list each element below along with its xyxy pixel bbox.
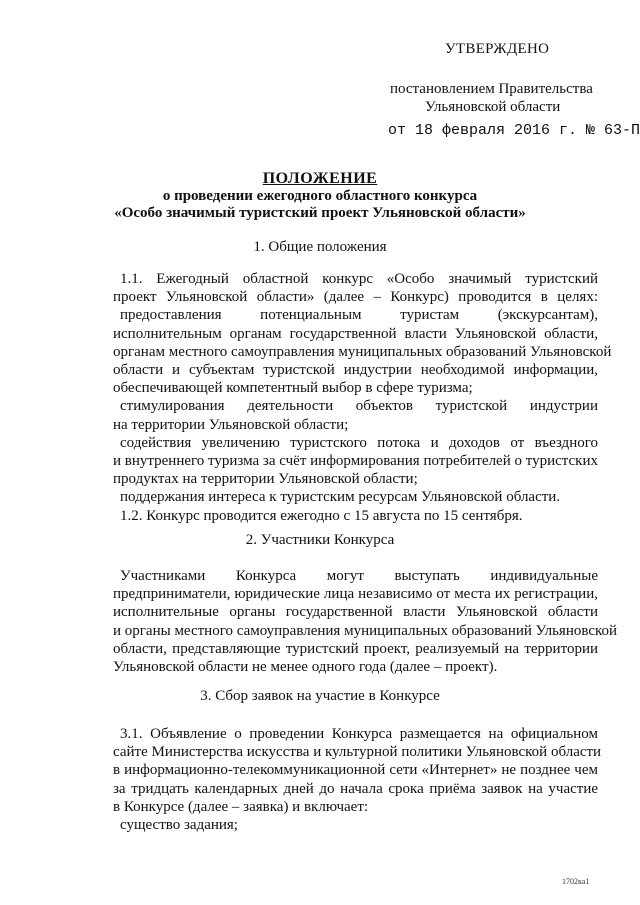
section-1-body [113,270,612,525]
document-footer-code: 1702ка1 [562,877,590,886]
text-line: и внутреннего туризма за счёт информирования потребителей о туристских [113,453,598,470]
approval-date-number: от 18 февраля 2016 г. № 63-П [388,122,640,139]
document-title: ПОЛОЖЕНИЕ [262,170,378,187]
text-line: за тридцать календарных дней до начала срока приёма заявок на участие [113,780,598,797]
text-line: сайте Министерства искусства и культурной политики Ульяновской области [113,744,602,761]
text-line: на территории Ульяновской области; [113,416,349,433]
text-line: продуктах на территории Ульяновской области; [113,471,418,488]
section-3-heading: 3. Сбор заявок на участие в Конкурсе [200,688,440,704]
text-line: исполнительные органы государственной власти Ульяновской области [113,604,598,621]
text-line: проект Ульяновской области» (далее – Конкурс) проводится в целях: [113,289,598,306]
text-line: 3.1. Объявление о проведении Конкурса размещается на официальном [120,726,598,742]
text-line: органам местного самоуправления муниципальных образований Ульяновской [113,343,612,360]
text-line: предоставления потенциальным туристам (экскурсантам), [120,307,598,324]
section-1-heading: 1. Общие положения [253,239,387,255]
text-line: поддержания интереса к туристским ресурсам Ульяновской области. [120,489,561,506]
text-line: 1.2. Конкурс проводится ежегодно с 15 августа по 15 сентября. [120,507,523,524]
document-subtitle-1: о проведении ежегодного областного конкурса [162,188,478,204]
text-line: в информационно-телекоммуникационной сети «Интернет» не позднее чем [113,762,598,779]
section-2-heading: 2. Участники Конкурса [245,532,395,548]
approval-by-line1: постановлением Правительства [390,81,593,97]
text-line: содействия увеличению туристского потока и доходов от въездного [120,434,598,451]
text-line: области, представляющие туристский проект, реализуемый на территории [113,640,598,657]
approval-by-line2: Ульяновской области [425,99,561,115]
text-line: обеспечивающей компетентный выбор в сфере туризма; [113,380,473,397]
text-line: предприниматели, юридические лица независимо от места их регистрации, [113,586,598,603]
text-line: и органы местного самоуправления муниципальных образований Ульяновской [113,622,618,639]
text-line: в Конкурсе (далее – заявка) и включает: [113,798,369,815]
text-line: исполнительным органам государственной власти Ульяновской области, [113,325,598,342]
text-line: 1.1. Ежегодный областной конкурс «Особо значимый туристский [120,271,598,287]
text-line: существо задания; [120,817,238,834]
text-line: стимулирования деятельности объектов туристской индустрии [120,398,598,415]
text-line: Ульяновской области не менее одного года (далее – проект). [113,659,498,676]
text-line: области и субъектам туристской индустрии необходимой информации, [113,362,598,379]
document-subtitle-2: «Особо значимый туристский проект Ульяновской области» [114,205,526,221]
section-3-body [113,725,602,834]
text-line: Участниками Конкурса могут выступать индивидуальные [120,568,598,584]
approval-label: УТВЕРЖДЕНО [445,41,550,57]
section-2-body [113,567,618,676]
